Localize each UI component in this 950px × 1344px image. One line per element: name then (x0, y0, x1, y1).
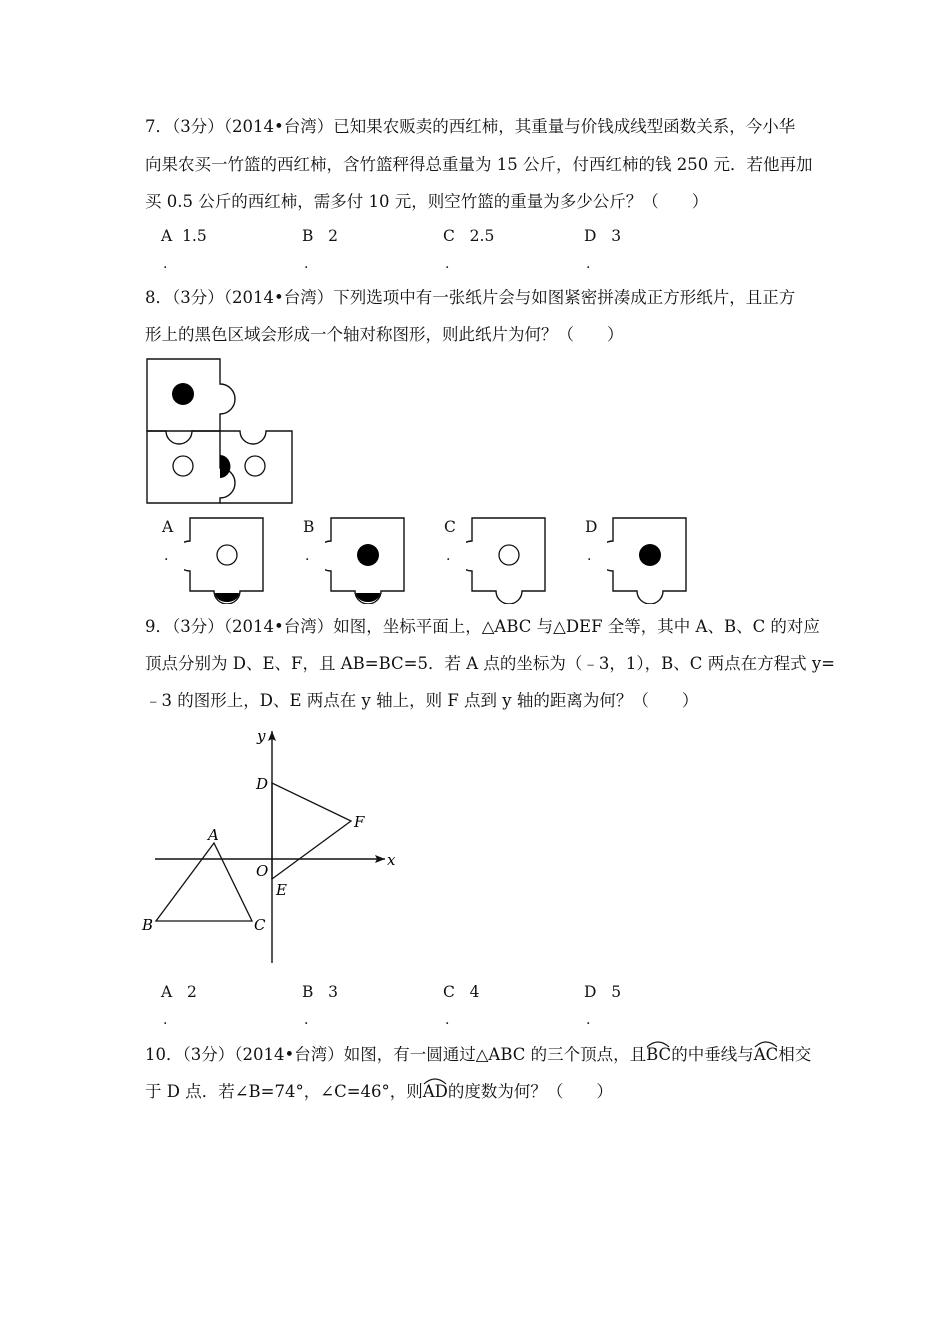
q8-text-line-2: 形上的黑色区域会形成一个轴对称图形，则此纸片为何？（ ） (145, 325, 624, 344)
q7-option-c: C 2.5 (443, 227, 495, 245)
q8-option-a-dot: . (164, 548, 169, 564)
q7-text-line-3: 买 0.5 公斤的西红柿，需多付 10 元，则空竹篮的重量为多少公斤？（ ） (145, 192, 709, 211)
q9-option-a-dot: . (163, 1012, 168, 1028)
q9-option-b: B 3 (302, 983, 339, 1001)
q7-text-line-1: 7．（3分）（2014•台湾）已知果农贩卖的西红柿，其重量与价钱成线型函数关系，今小华 (145, 117, 796, 136)
q9-option-d-dot: . (586, 1012, 591, 1028)
q8-option-b-letter: B (303, 518, 315, 536)
arc-bc: BC (646, 1044, 671, 1066)
q7-option-a: A 1.5 (161, 227, 207, 245)
q9-option-a: A 2 (161, 983, 197, 1001)
q9-option-c-dot: . (445, 1012, 450, 1028)
q8-white-circle-left (173, 456, 193, 476)
q8-bottom-right-piece (220, 431, 292, 503)
triangle-abc (156, 843, 252, 921)
q8-black-half-circle (220, 455, 230, 478)
y-axis-label: y (257, 727, 266, 745)
q8-white-circle-right (245, 456, 265, 476)
q7-option-d-dot: . (586, 256, 591, 272)
q10-text-line-2: 于 D 点．若∠B=74°，∠C=46°，则 AD的度数为何？（ ） (145, 1081, 815, 1103)
arc-ad: AD (423, 1081, 448, 1103)
q8-option-c-letter: C (444, 518, 456, 536)
q8-main-figure (140, 352, 300, 512)
arc-ac: AC (754, 1044, 779, 1066)
point-f-label: F (354, 813, 365, 831)
point-e-label: E (276, 881, 287, 899)
q8-option-c-figure (466, 514, 550, 604)
q8-option-c-dot: . (446, 548, 451, 564)
q8-black-circle-top (172, 383, 194, 405)
q9-option-b-dot: . (304, 1012, 309, 1028)
q8-option-d-figure (607, 514, 691, 604)
point-b-label: B (142, 916, 154, 934)
point-a-label: A (208, 826, 219, 844)
q8-option-b-dot: . (305, 548, 310, 564)
q9-text-line-2: 顶点分别为 D、E、F，且 AB=BC=5．若 A 点的坐标为（﹣3，1），B、C 两点在方程式 y= (145, 654, 835, 673)
q9-coordinate-figure (135, 725, 405, 970)
triangle-def (272, 783, 351, 879)
x-axis-label: x (387, 851, 396, 869)
q8-option-d-letter: D (585, 518, 598, 536)
q9-text-line-3: ﹣3 的图形上，D、E 两点在 y 轴上，则 F 点到 y 轴的距离为何？（ ） (145, 691, 699, 710)
q7-option-b-dot: . (304, 256, 309, 272)
q7-option-c-dot: . (445, 256, 450, 272)
q9-text-line-1: 9．（3分）（2014•台湾）如图，坐标平面上，△ABC 与△DEF 全等，其中 A、B、C 的对应 (145, 617, 820, 636)
q9-option-c: C 4 (443, 983, 480, 1001)
q7-option-d: D 3 (584, 227, 622, 245)
origin-label: O (256, 862, 269, 880)
q7-option-b: B 2 (302, 227, 339, 245)
q8-option-b-figure (325, 514, 409, 604)
point-d-label: D (256, 775, 269, 793)
q8-option-a-figure (184, 514, 268, 604)
q8-option-a-letter: A (162, 518, 174, 536)
q8-text-line-1: 8．（3分）（2014•台湾）下列选项中有一张纸片会与如图紧密拼凑成正方形纸片，且正方 (145, 288, 796, 307)
q8-option-d-dot: . (587, 548, 592, 564)
q7-option-a-dot: . (163, 256, 168, 272)
q7-text-line-2: 向果农买一竹篮的西红柿，含竹篮秤得总重量为 15 公斤，付西红柿的钱 250 元．若他再加 (145, 155, 813, 174)
point-c-label: C (254, 916, 266, 934)
q9-option-d: D 5 (584, 983, 622, 1001)
q10-text-line-1: 10．（3分）（2014•台湾）如图，有一圆通过△ABC 的三个顶点，且 BC的中垂线与 AC相交 (145, 1044, 815, 1066)
